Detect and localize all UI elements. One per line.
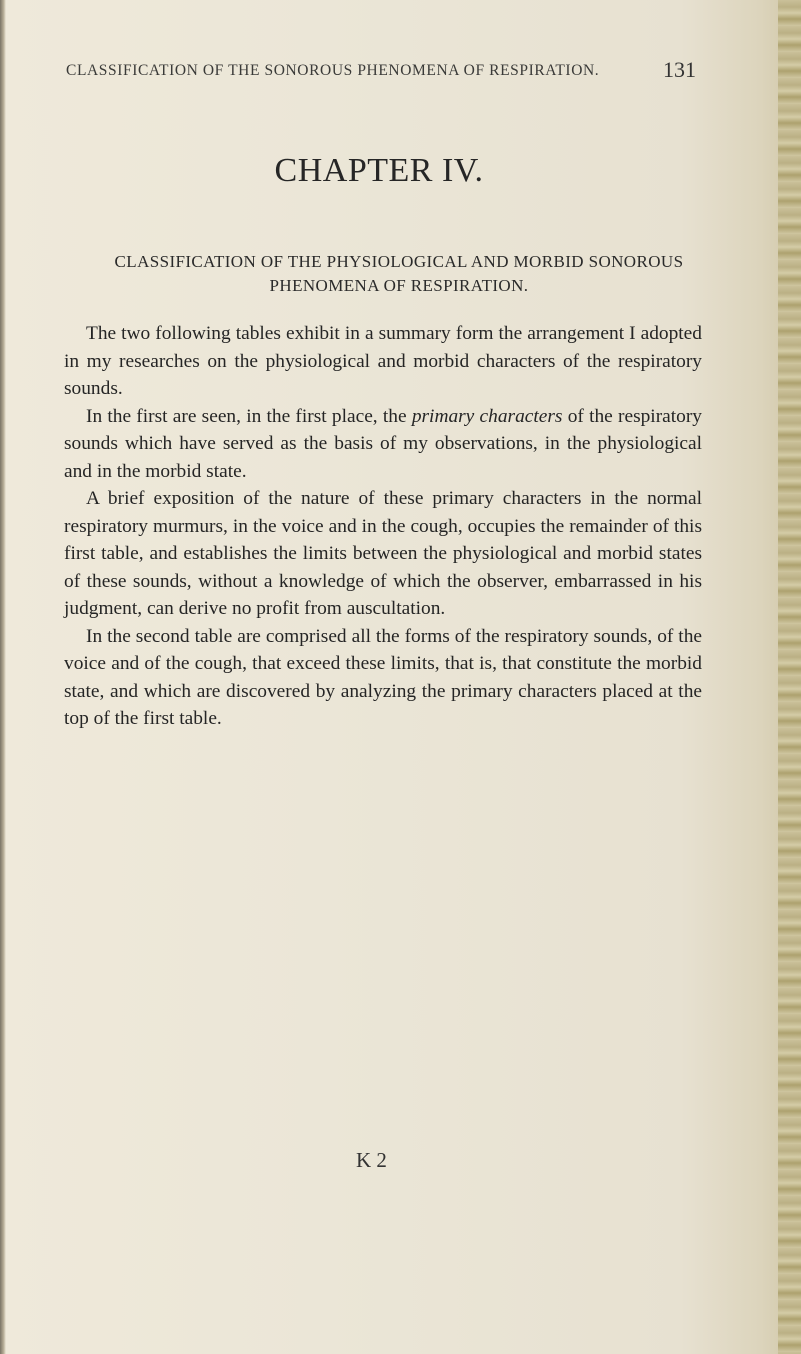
paragraph-2-start: In the first are seen, in the first place, the [86,405,412,427]
section-title-line-2: PHENOMENA OF RESPIRATION. [269,276,529,295]
paragraph-2-emphasis: primary characters [411,405,563,427]
section-title [40,250,758,298]
paragraph-2 [64,403,702,486]
signature-mark: K 2 [356,1148,387,1172]
gutter-shadow [0,0,6,1354]
paragraph-3: A brief exposition of the nature of these primary characters in the normal respiratory murmurs, in the voice and in the cough, occupies the remainder of this first table, and establishes the limits between the physiological and morbid states of these sounds, without a knowledge of which the observer, embarrassed in his judgment, can derive no profit from auscultation. [64,488,702,619]
page-number: 131 [663,57,696,82]
paragraph-4: In the second table are comprised all the forms of the respiratory sounds, of the voice and of the cough, that exceed these limits, that is, that constitute the morbid state, and which are discovered by analyzing the primary characters placed at the top of the first table. [64,625,702,729]
paragraph-1: The two following tables exhibit in a summary form the arrangement I adopted in my researches on the physiological and morbid characters of the respiratory sounds. [64,323,702,399]
section-title-line-1: CLASSIFICATION OF THE PHYSIOLOGICAL AND MORBID SONOROUS [114,252,684,271]
page-edge [778,0,801,1354]
running-head: CLASSIFICATION OF THE SONOROUS PHENOMENA OF RESPIRATION. [66,62,600,79]
paragraph-2-end: of the respiratory sounds which have served as the basis of my observations, in the physiological and in the morbid state. [64,405,702,482]
body-text [64,320,702,733]
chapter-heading: CHAPTER IV. [274,152,484,189]
